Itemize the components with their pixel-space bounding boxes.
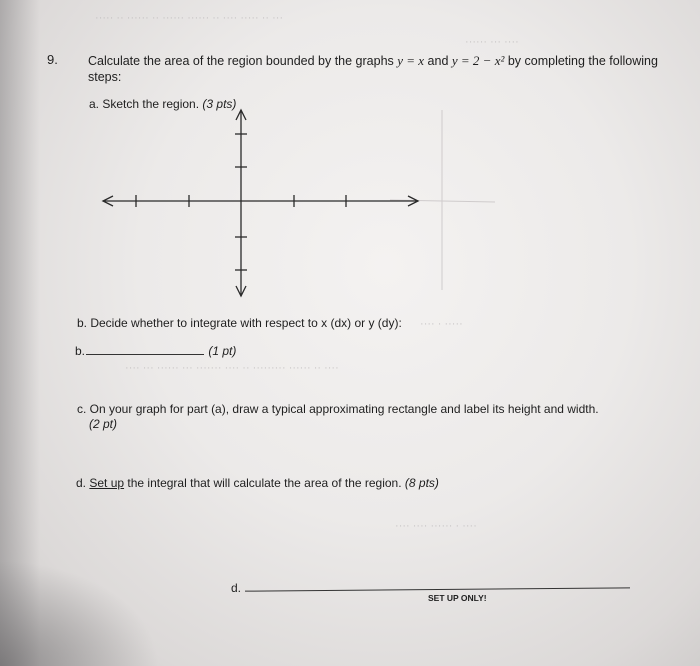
bleed-through-text: ··· ·· ····· ···· ·· ······ ······ ·· ······ ·· ····· [95,12,284,24]
bleed-through-text: ···· · ······ ···· ···· [395,520,477,532]
part-c-points: (2 pt) [89,417,118,431]
part-c-text: c. On your graph for part (a), draw a typical approximating rectangle and label its height and width. [77,402,599,416]
part-a-text: a. Sketch the region. [89,97,200,111]
bleed-through-text: ····· · ···· [420,318,463,330]
equation-parabola: y = 2 − x² [451,53,505,68]
prompt-connector: and [424,54,452,68]
part-b-answer-prefix: b. [75,344,86,358]
part-d-prefix: d. [76,476,87,490]
equation-line: y = x [397,53,425,68]
setup-only-note: SET UP ONLY! [428,593,487,603]
part-d-text: the integral that will calculate the area of the region. [124,476,402,490]
part-b-answer-blank[interactable] [86,344,204,355]
part-b-points: (1 pt) [208,344,237,358]
part-c-label [77,402,677,432]
bleed-through-axes [390,110,495,290]
part-d-answer-prefix: d. [231,581,242,595]
question-number: 9. [47,52,58,67]
bleed-through-text: ···· ·· ······ ········· ·· ···· ······· ··· ······ ··· ···· [125,362,339,374]
prompt-text: Calculate the area of the region bounded by the graphs [88,54,398,68]
part-d-points: (8 pts) [404,476,439,490]
part-b-answer [75,344,236,358]
prompt-text-end: by completing the following steps: [88,54,658,84]
part-d-label [76,476,439,490]
bleed-through-text: ···· ··· ······ [465,36,519,48]
part-b-label: b. Decide whether to integrate with respect to x (dx) or y (dy): [77,316,402,330]
part-d-setup-word: Set up [89,476,125,490]
part-a-points: (3 pts) [202,97,237,111]
